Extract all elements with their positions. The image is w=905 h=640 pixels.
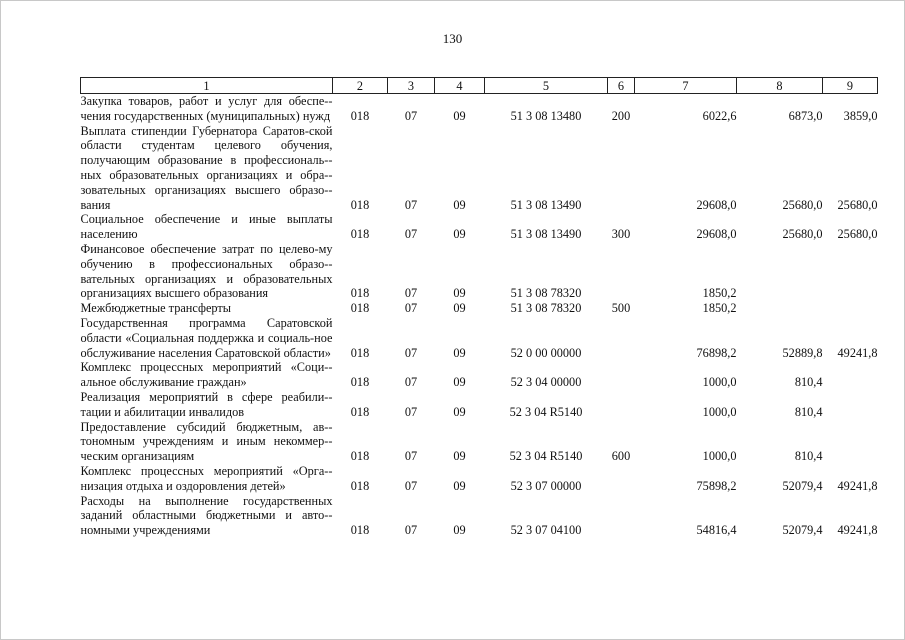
cell-expense-type xyxy=(608,124,635,213)
table-body xyxy=(81,94,878,538)
cell-amount-year1: 75898,2 xyxy=(696,478,737,493)
cell-amount-year3: 25680,0 xyxy=(837,227,878,242)
table-row xyxy=(81,464,878,494)
cell-section: 07 xyxy=(404,375,418,390)
cell-expense-type xyxy=(608,242,635,301)
cell-expense-type: 500 xyxy=(611,301,631,316)
cell-amount-year3 xyxy=(823,360,878,390)
cell-section: 07 xyxy=(404,404,418,419)
cell-description: Комплекс процессных мероприятий «Соци-альное обслуживание граждан» xyxy=(80,360,333,390)
cell-amount-year1: 1000,0 xyxy=(702,375,737,390)
cell-amount-year3 xyxy=(823,242,878,301)
cell-target-article: 52 3 04 R5140 xyxy=(509,404,583,419)
cell-amount-year2: 6873,0 xyxy=(788,108,823,123)
cell-amount-year1: 1850,2 xyxy=(702,301,737,316)
cell-section: 07 xyxy=(404,197,418,212)
cell-amount-year3 xyxy=(823,301,878,316)
cell-target-article: 51 3 08 13490 xyxy=(510,227,582,242)
column-header: 4 xyxy=(435,78,485,94)
cell-amount-year1: 6022,6 xyxy=(702,108,737,123)
cell-admin-code: 018 xyxy=(350,449,370,464)
cell-amount-year2: 52079,4 xyxy=(782,523,823,538)
cell-target-article: 52 3 04 00000 xyxy=(510,375,582,390)
budget-table xyxy=(80,77,878,538)
cell-subsection: 09 xyxy=(453,478,466,493)
cell-description: Реализация мероприятий в сфере реабили-тации и абилитации инвалидов xyxy=(80,389,333,419)
cell-amount-year2: 25680,0 xyxy=(782,227,823,242)
cell-description: Государственная программа Саратовской области «Социальная поддержка и социаль-ное обслуживание населения Саратовской области» xyxy=(80,315,333,360)
cell-admin-code: 018 xyxy=(350,286,370,301)
cell-admin-code: 018 xyxy=(350,375,370,390)
cell-description: Финансовое обеспечение затрат по целево-му обучению в профессиональных образо-вательных организациях и образовательных организациях высшего образования xyxy=(80,241,333,301)
cell-target-article: 51 3 08 78320 xyxy=(510,301,582,316)
cell-amount-year3: 3859,0 xyxy=(843,108,878,123)
cell-admin-code: 018 xyxy=(350,404,370,419)
cell-expense-type: 300 xyxy=(611,227,631,242)
cell-subsection: 09 xyxy=(453,449,466,464)
cell-description: Комплекс процессных мероприятий «Орга-низация отдыха и оздоровления детей» xyxy=(80,463,333,493)
cell-amount-year2: 25680,0 xyxy=(782,197,823,212)
table-row xyxy=(81,360,878,390)
cell-subsection: 09 xyxy=(453,227,466,242)
cell-amount-year2: 52889,8 xyxy=(782,345,823,360)
cell-section: 07 xyxy=(404,227,418,242)
table-row xyxy=(81,390,878,420)
cell-target-article: 52 3 07 04100 xyxy=(510,523,582,538)
cell-target-article: 52 3 04 R5140 xyxy=(509,449,583,464)
cell-description: Закупка товаров, работ и услуг для обеспе-чения государственных (муниципальных) нужд xyxy=(80,94,333,123)
cell-expense-type: 200 xyxy=(611,108,631,123)
cell-amount-year1: 1000,0 xyxy=(702,449,737,464)
cell-expense-type xyxy=(608,316,635,360)
cell-description: Межбюджетные трансферты xyxy=(80,301,232,316)
cell-subsection: 09 xyxy=(453,345,466,360)
cell-description: Выплата стипендии Губернатора Саратов-ской области студентам целевого обучения, получающим образование в профессиональ-ных образовательных организациях и обра-зовательных организациях высшего образо-вания xyxy=(80,123,333,212)
cell-subsection: 09 xyxy=(453,197,466,212)
cell-admin-code: 018 xyxy=(350,301,370,316)
cell-expense-type xyxy=(608,464,635,494)
table-row xyxy=(81,316,878,360)
cell-subsection: 09 xyxy=(453,108,466,123)
column-header: 9 xyxy=(823,78,878,94)
cell-amount-year1: 1000,0 xyxy=(702,404,737,419)
cell-amount-year3: 49241,8 xyxy=(837,523,878,538)
cell-section: 07 xyxy=(404,345,418,360)
cell-target-article: 52 3 07 00000 xyxy=(510,478,582,493)
cell-amount-year2: 52079,4 xyxy=(782,478,823,493)
cell-subsection: 09 xyxy=(453,301,466,316)
cell-amount-year1: 29608,0 xyxy=(696,197,737,212)
cell-admin-code: 018 xyxy=(350,345,370,360)
cell-section: 07 xyxy=(404,301,418,316)
cell-amount-year2: 810,4 xyxy=(794,404,823,419)
cell-expense-type xyxy=(608,360,635,390)
cell-amount-year1: 29608,0 xyxy=(696,227,737,242)
table-row xyxy=(81,124,878,213)
cell-subsection: 09 xyxy=(453,404,466,419)
cell-description: Социальное обеспечение и иные выплаты населению xyxy=(80,212,333,242)
cell-amount-year3 xyxy=(823,390,878,420)
cell-target-article: 51 3 08 13490 xyxy=(510,197,582,212)
cell-admin-code: 018 xyxy=(350,108,370,123)
table-row xyxy=(81,94,878,124)
cell-admin-code: 018 xyxy=(350,478,370,493)
table-row xyxy=(81,420,878,464)
cell-expense-type xyxy=(608,390,635,420)
cell-amount-year2: 810,4 xyxy=(794,375,823,390)
cell-target-article: 51 3 08 13480 xyxy=(510,108,582,123)
cell-amount-year3: 25680,0 xyxy=(837,197,878,212)
column-header: 5 xyxy=(485,78,608,94)
cell-admin-code: 018 xyxy=(350,523,370,538)
table-row xyxy=(81,242,878,301)
page-number: 130 xyxy=(442,31,463,46)
cell-description: Расходы на выполнение государственных заданий областными бюджетными и авто-номными учреждениями xyxy=(80,493,333,538)
cell-target-article: 51 3 08 78320 xyxy=(510,286,582,301)
cell-amount-year1: 1850,2 xyxy=(702,286,737,301)
column-header: 7 xyxy=(635,78,737,94)
cell-subsection: 09 xyxy=(453,375,466,390)
cell-section: 07 xyxy=(404,523,418,538)
cell-target-article: 52 0 00 00000 xyxy=(510,345,582,360)
cell-amount-year3: 49241,8 xyxy=(837,345,878,360)
column-header: 3 xyxy=(388,78,435,94)
column-header: 8 xyxy=(737,78,823,94)
cell-amount-year3 xyxy=(823,420,878,464)
cell-section: 07 xyxy=(404,478,418,493)
cell-section: 07 xyxy=(404,449,418,464)
table-row xyxy=(81,301,878,316)
column-header: 6 xyxy=(608,78,635,94)
cell-amount-year2 xyxy=(737,301,823,316)
cell-amount-year3: 49241,8 xyxy=(837,478,878,493)
cell-description: Предоставление субсидий бюджетным, ав-тономным учреждениям и иным некоммер-ческим организациям xyxy=(80,419,333,464)
column-header: 1 xyxy=(81,78,333,94)
cell-subsection: 09 xyxy=(453,286,466,301)
cell-section: 07 xyxy=(404,286,418,301)
cell-amount-year2: 810,4 xyxy=(794,449,823,464)
cell-amount-year2 xyxy=(737,242,823,301)
cell-section: 07 xyxy=(404,108,418,123)
cell-subsection: 09 xyxy=(453,523,466,538)
cell-expense-type xyxy=(608,494,635,538)
cell-admin-code: 018 xyxy=(350,227,370,242)
table-row xyxy=(81,212,878,242)
column-header: 2 xyxy=(333,78,388,94)
cell-amount-year1: 76898,2 xyxy=(696,345,737,360)
cell-expense-type: 600 xyxy=(611,449,631,464)
cell-admin-code: 018 xyxy=(350,197,370,212)
cell-amount-year1: 54816,4 xyxy=(696,523,737,538)
table-header-row xyxy=(81,78,878,94)
table-row xyxy=(81,494,878,538)
